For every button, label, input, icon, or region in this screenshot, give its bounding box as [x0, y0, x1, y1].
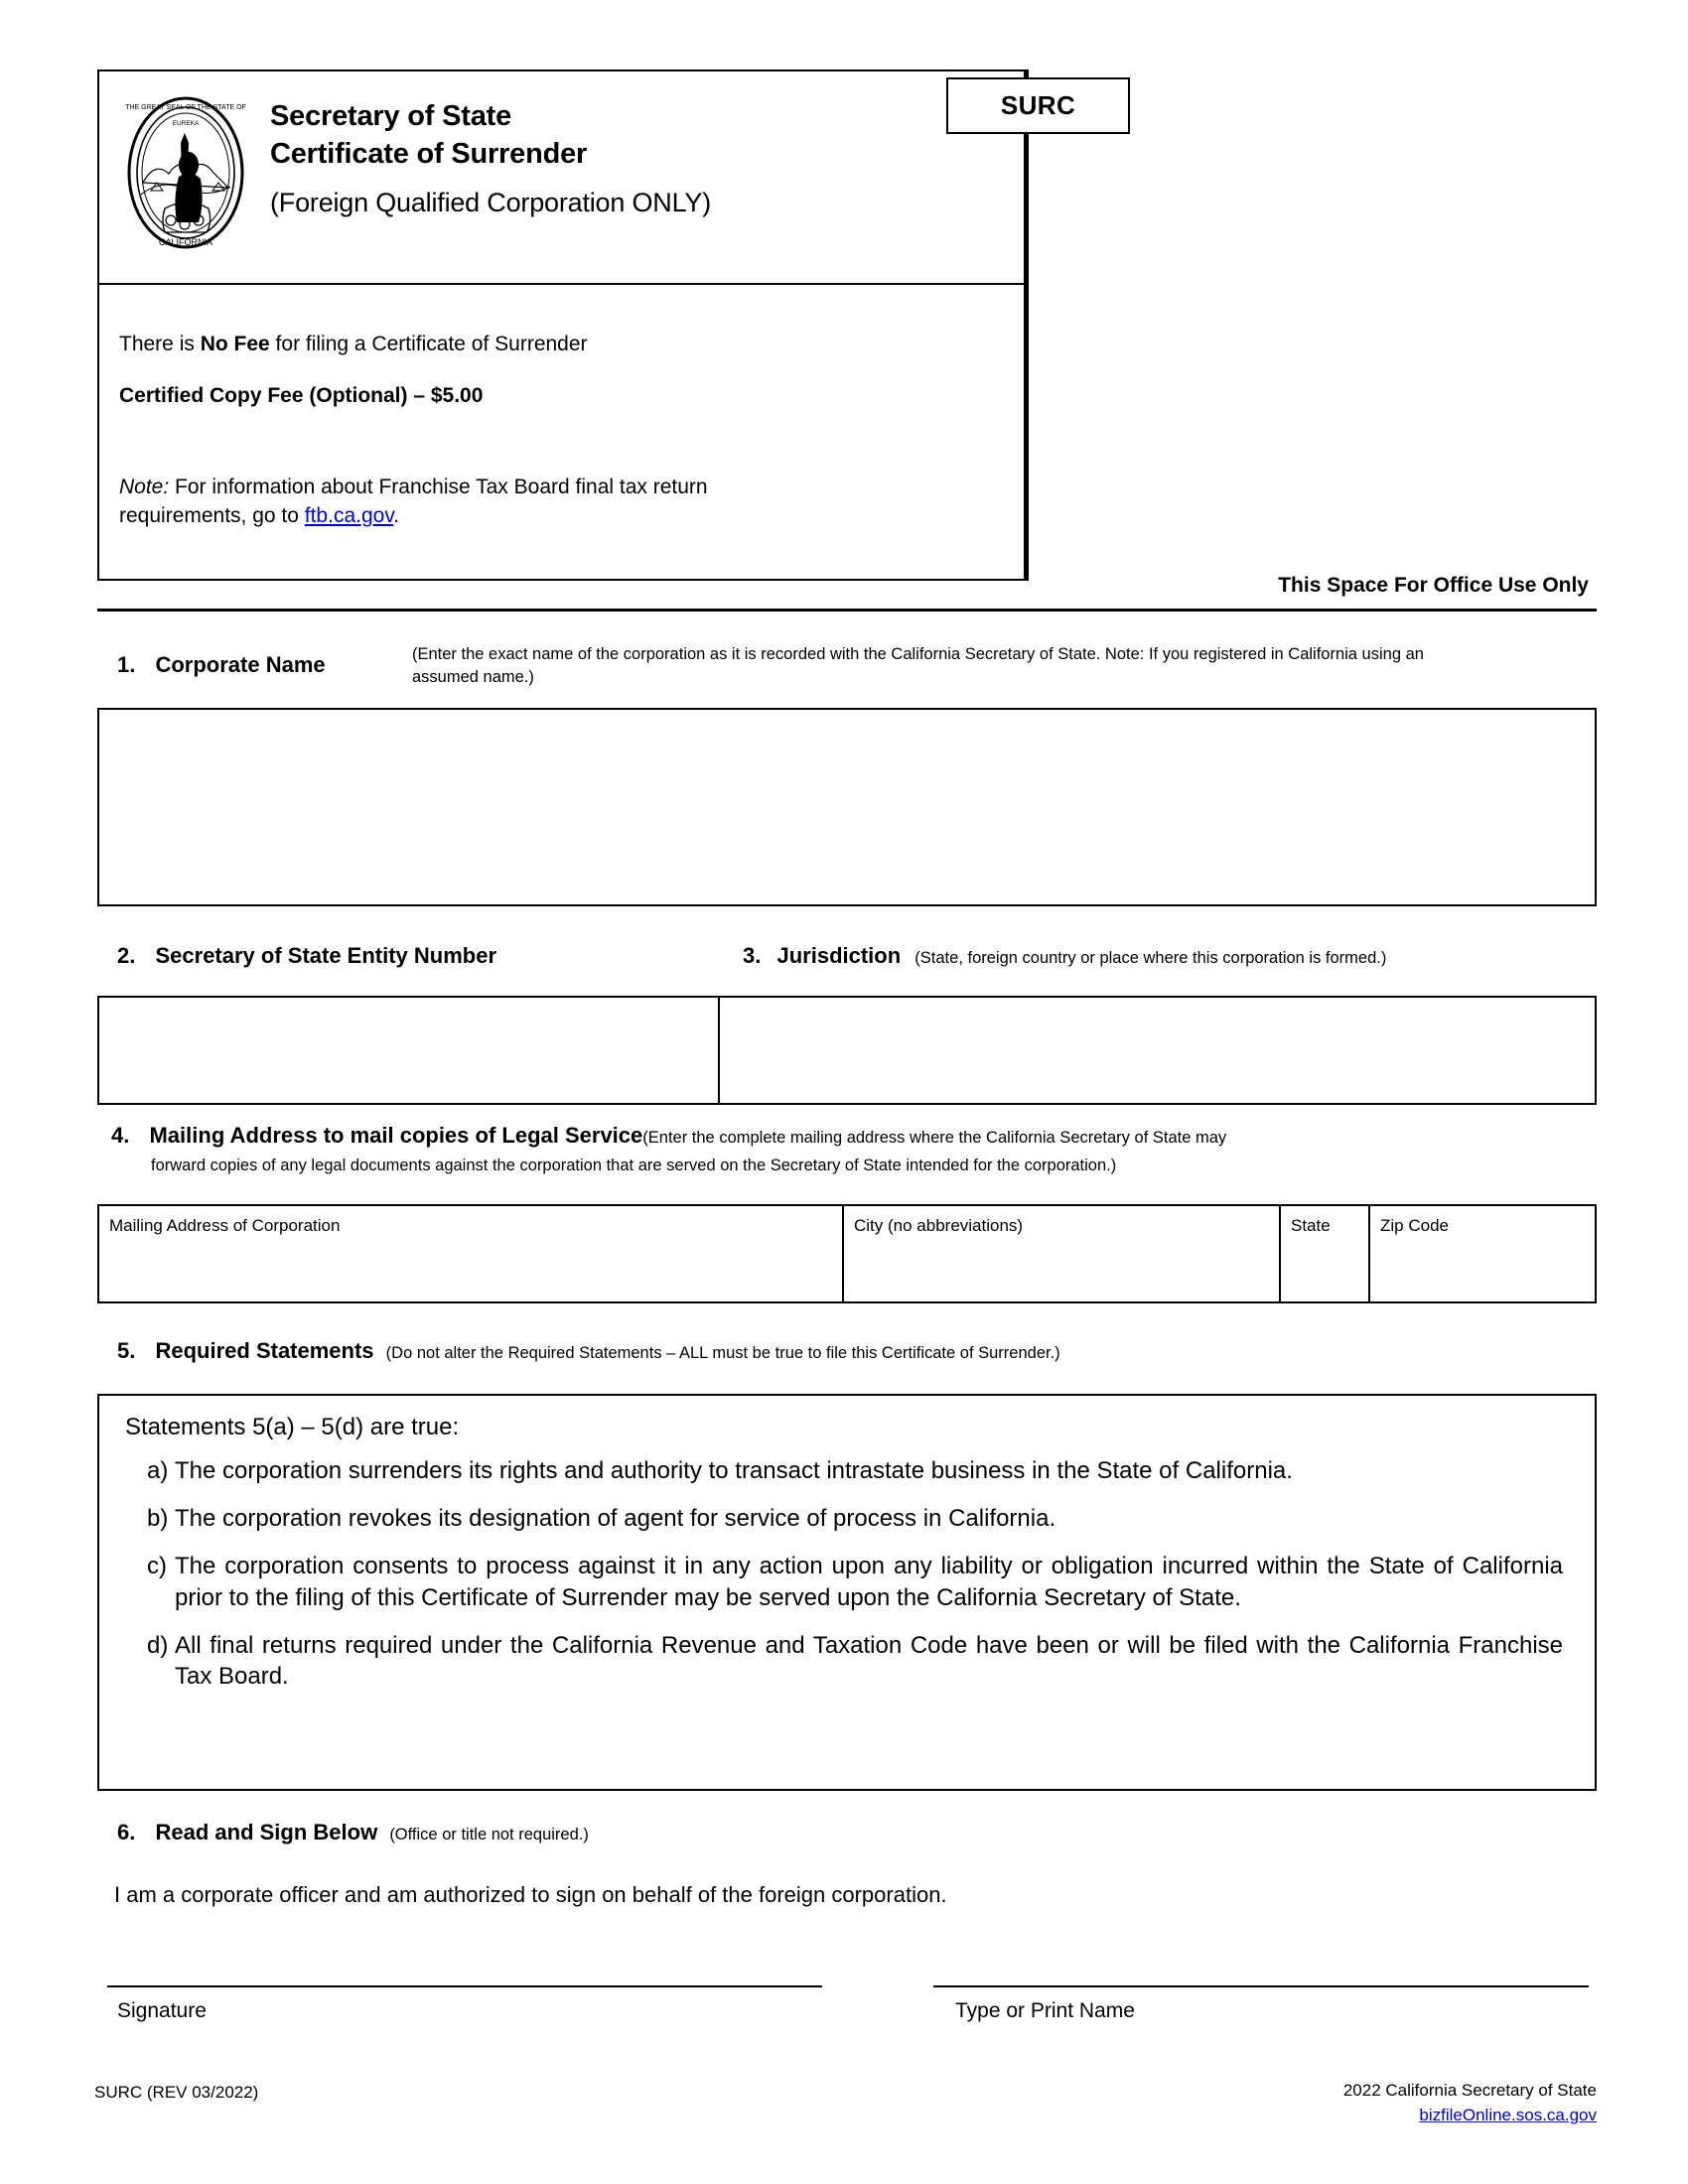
svg-text:THE GREAT SEAL OF THE STATE OF: THE GREAT SEAL OF THE STATE OF: [125, 104, 246, 111]
signature-line: [107, 1985, 822, 1987]
header-bottom-rule: [97, 609, 1597, 612]
section-5-hint: (Do not alter the Required Statements – ALL must be true to file this Certificate of Surrender.): [385, 1344, 1060, 1362]
entity-number-jurisdiction-row: [97, 996, 1597, 1105]
section-4-label: [111, 1125, 1601, 1147]
entity-number-input[interactable]: [99, 998, 720, 1103]
statement-text: The corporation revokes its designation of agent for service of process in California.: [175, 1505, 1056, 1533]
list-item: [125, 1630, 1569, 1692]
section-6-label: [117, 1820, 589, 1845]
statement-marker: d): [147, 1631, 169, 1659]
city-input[interactable]: [844, 1206, 1281, 1301]
mailing-address-row: [97, 1204, 1597, 1303]
statements-intro: Statements 5(a) – 5(d) are true:: [125, 1414, 460, 1440]
section-3-hint: (State, foreign country or place where this corporation is formed.): [914, 949, 1387, 967]
section-1-title: Corporate Name: [155, 652, 326, 677]
california-state-seal-icon: [121, 91, 250, 255]
print-name-line: [933, 1985, 1589, 1987]
statement-marker: a): [147, 1457, 169, 1484]
form-header: [97, 69, 1597, 581]
bizfile-link[interactable]: bizfileOnline.sos.ca.gov: [1419, 2105, 1597, 2124]
section-2-number: 2.: [117, 943, 136, 968]
section-2-label: [117, 943, 496, 969]
office-use-divider: [1026, 69, 1029, 581]
section-3-label: [743, 943, 1386, 969]
statement-text: The corporation consents to process against it in any action upon any liability or obligation incurred within the State of California prior to the filing of this Certificate of Surrender may be served upon the California Secretary of State.: [175, 1553, 1563, 1611]
section-3-number: 3.: [743, 943, 762, 968]
no-fee-emphasis: No Fee: [200, 333, 270, 355]
section-4-hint-b: mailing address where the California Secretary of State may: [785, 1129, 1227, 1147]
statement-text: The corporation surrenders its rights and authority to transact intrastate business in the State of California.: [175, 1457, 1293, 1484]
header-title-box: [97, 69, 1076, 283]
copyright-label: 2022 California Secretary of State: [1342, 2081, 1597, 2100]
state-column-header: State: [1291, 1216, 1331, 1235]
section-5-number: 5.: [117, 1338, 136, 1363]
section-6-title: Read and Sign Below: [155, 1820, 378, 1844]
section-4-hint-bold: complete: [719, 1129, 786, 1147]
jurisdiction-input[interactable]: [720, 998, 1595, 1103]
list-item: [125, 1551, 1569, 1612]
zip-code-column-header: Zip Code: [1380, 1216, 1449, 1235]
required-statements-box: [97, 1394, 1597, 1791]
section-5-title: Required Statements: [155, 1338, 374, 1363]
no-fee-prefix: There is: [119, 333, 201, 355]
section-6-number: 6.: [117, 1820, 136, 1844]
section-4-number: 4.: [111, 1123, 130, 1148]
section-5-label: [117, 1338, 1060, 1364]
list-item: [125, 1503, 1569, 1534]
ftb-note-text: [119, 474, 814, 531]
section-2-title: Secretary of State Entity Number: [155, 943, 497, 968]
svg-text:EUREKA: EUREKA: [172, 120, 200, 127]
section-6-hint: (Office or title not required.): [389, 1826, 589, 1843]
section-4-title: Mailing Address to mail copies of Legal Service: [149, 1123, 643, 1148]
form-title-group: [270, 97, 886, 218]
note-body: For information about Franchise Tax Board final tax return requirements, go to: [119, 476, 708, 527]
signature-label: Signature: [117, 1999, 207, 2022]
note-label: Note:: [119, 476, 170, 498]
city-column-header: City (no abbreviations): [854, 1216, 1024, 1235]
page-title-line-2: Certificate of Surrender: [270, 138, 588, 171]
statement-marker: b): [147, 1505, 169, 1533]
form-code-badge: SURC: [946, 77, 1130, 134]
certified-copy-fee-text: Certified Copy Fee (Optional) – $5.00: [119, 384, 484, 407]
svg-text:CALIFORNIA: CALIFORNIA: [158, 237, 213, 247]
statement-marker: c): [147, 1553, 167, 1580]
no-fee-suffix: for filing a Certificate of Surrender: [269, 333, 588, 355]
statement-text: All final returns required under the California Revenue and Taxation Code have been or will be filed with the California Franchise Tax Board.: [175, 1631, 1563, 1690]
office-use-label: This Space For Office Use Only: [1278, 574, 1589, 597]
mailing-address-input[interactable]: [99, 1206, 844, 1301]
state-input[interactable]: [1281, 1206, 1370, 1301]
zip-code-input[interactable]: [1370, 1206, 1595, 1301]
section-4-hint-a: (Enter the: [642, 1129, 720, 1147]
ftb-link[interactable]: ftb.ca.gov: [304, 503, 394, 527]
section-4-hint-line-2: forward copies of any legal documents against the corporation that are served on the Secretary of State intended for the corporation.): [151, 1157, 1117, 1174]
form-revision-label: SURC (REV 03/2022): [94, 2083, 259, 2102]
section-1-label: [117, 652, 326, 678]
print-name-label: Type or Print Name: [955, 1999, 1135, 2022]
page-title-line-1: Secretary of State: [270, 100, 512, 132]
note-period: .: [393, 503, 400, 527]
corporate-name-input[interactable]: [97, 708, 1597, 906]
section-3-title: Jurisdiction: [776, 943, 902, 968]
fee-information-box: [97, 283, 1026, 581]
section-1-number: 1.: [117, 652, 136, 677]
officer-authorization-statement: I am a corporate officer and am authorized to sign on behalf of the foreign corporation.: [114, 1882, 947, 1907]
footer-right: [1343, 2079, 1597, 2127]
page-subtitle: (Foreign Qualified Corporation ONLY): [270, 187, 711, 217]
mailing-address-column-header: Mailing Address of Corporation: [109, 1216, 341, 1235]
section-1-hint: (Enter the exact name of the corporation as it is recorded with the California Secretary of State. Note: If you registered in California using an assumed name.): [412, 645, 1424, 687]
no-fee-text: [119, 333, 588, 356]
list-item: [125, 1455, 1569, 1486]
